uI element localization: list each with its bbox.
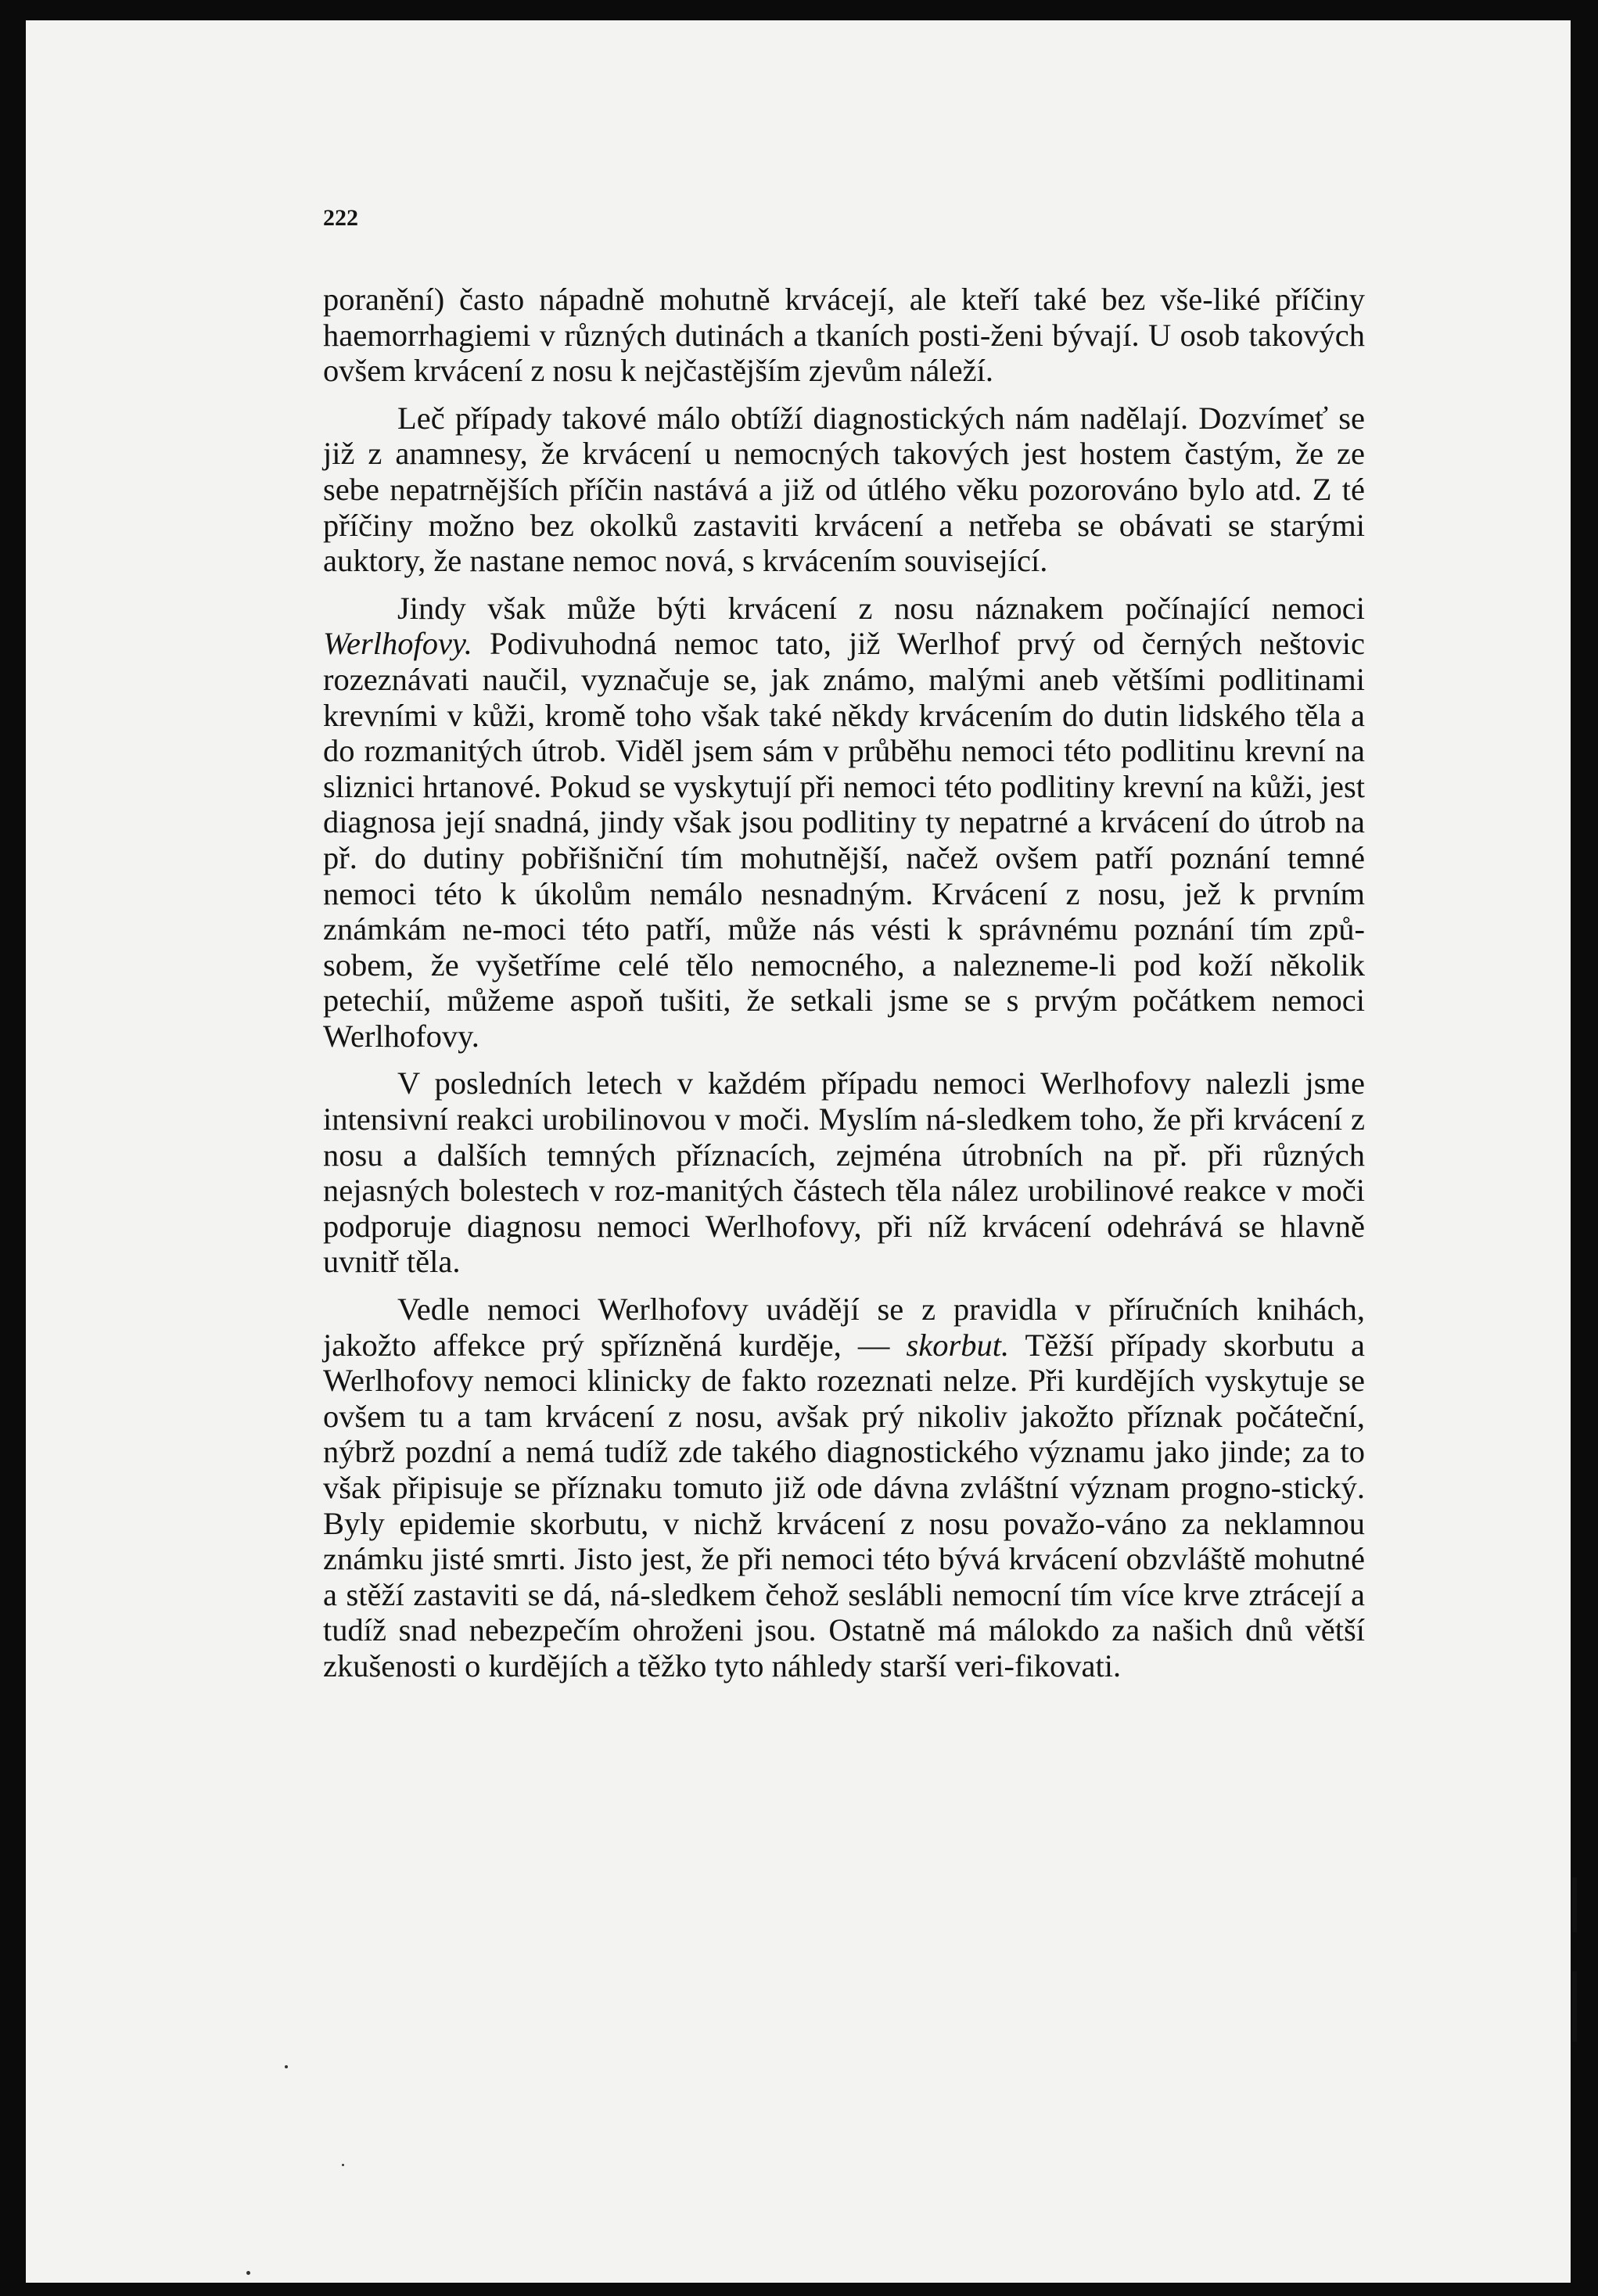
text-run: Těžší případy skorbutu a Werlhofovy nemoci klinicky de fakto rozeznati nelze. Při kurdějích vyskytuje se ovšem tu a tam krvácení z nosu, avšak prý nikoliv jakožto příznak počáteční, nýbrž pozdní a nemá tudíž zde takého diagnostického významu jako jinde; za to však připisuje se příznaku tomuto již ode dávna zvláštní význam progno-stický. Byly epidemie skorbutu, v nichž krvácení z nosu považo-váno za neklamnou známku jisté smrti. Jisto jest, že při nemoci této bývá krvácení obzvláště mohutné a stěží zastaviti se dá, ná-sledkem čehož seslábli nemocní tím více krve ztrácejí a tudíž snad nebezpečím ohroženi jsou. Ostatně má málokdo za našich dnů větší zkušenosti o kurdějích a těžko tyto náhledy starší veri-fikovati. — [323, 1327, 1365, 1683]
paragraph — [323, 1292, 1365, 1684]
text-run: poranění) často nápadně mohutně krvácejí, ale kteří také bez vše-liké příčiny haemorrhagiemi v různých dutinách a tkaních posti-ženi bývají. U osob takových ovšem krvácení z nosu k nejčastějším zjevům náleží. — [323, 282, 1365, 389]
paragraph — [323, 401, 1365, 579]
text-run: Vedle nemoci Werlhofovy uvádějí se z pravidla v příručních knihách, jakožto affekce prý spřízněná kurděje, — — [323, 1292, 1365, 1363]
binding-edge-mark — [1572, 1877, 1577, 1932]
paragraph — [323, 1065, 1365, 1280]
page-number: 222 — [323, 205, 358, 231]
text-run: Podivuhodná nemoc tato, již Werlhof prvý od černých neštovic rozeznávati naučil, vyznačuje se, jak známo, malými aneb většími podlitinami krevními v kůži, kromě toho však také někdy krvácením do dutin lidského těla a do rozmanitých útrob. Viděl jsem sám v průběhu nemoci této podlitinu krevní na sliznici hrtanové. Pokud se vyskytují při nemoci této podlitiny krevní na kůži, jest diagnosa její snadná, jindy však jsou podlitiny ty nepatrné a krvácení do útrob na př. do dutiny pobřišniční tím mohutnější, načež ovšem patří poznání temné nemoci této k úkolům nemálo nesnadným. Krvácení z nosu, jež k prvním známkám ne-moci této patří, může nás vésti k správnému poznání tím způ-sobem, že vyšetříme celé tělo nemocného, a nalezneme-li pod koží několik petechií, můžeme aspoň tušiti, že setkali jsme se s prvým počátkem nemoci Werlhofovy. — [323, 626, 1365, 1054]
body-text — [323, 282, 1365, 1696]
italic-term: skorbut. — [906, 1327, 1010, 1363]
binding-edge-mark — [1572, 1971, 1577, 2042]
italic-term: Werlhofovy. — [323, 626, 472, 662]
dust-speck — [285, 2065, 288, 2068]
paragraph — [323, 591, 1365, 1055]
text-run: V posledních letech v každém případu nemoci Werlhofovy nalezli jsme intensivní reakci urobilinovou v moči. Myslím ná-sledkem toho, že při krvácení z nosu a dalších temných příznacích, zejména útrobních na př. při různých nejasných bolestech v roz-manitých částech těla nález urobilinové reakce v moči podporuje diagnosu nemoci Werlhofovy, při níž krvácení odehrává se hlavně uvnitř těla. — [323, 1065, 1365, 1280]
text-run: Jindy však může býti krvácení z nosu náznakem počínající nemoci — [397, 590, 1365, 626]
paragraph — [323, 282, 1365, 389]
text-run: Leč případy takové málo obtíží diagnostických nám nadělají. Dozvímeť se již z anamnesy, že krvácení u nemocných takových jest hostem častým, že ze sebe nepatrnějších příčin nastává a již od útlého věku pozorováno bylo atd. Z té příčiny možno bez okolků zastaviti krvácení a netřeba se obávati se starými auktory, že nastane nemoc nová, s krvácením související. — [323, 400, 1365, 579]
dust-speck — [246, 2271, 250, 2275]
dust-speck — [342, 2164, 344, 2166]
